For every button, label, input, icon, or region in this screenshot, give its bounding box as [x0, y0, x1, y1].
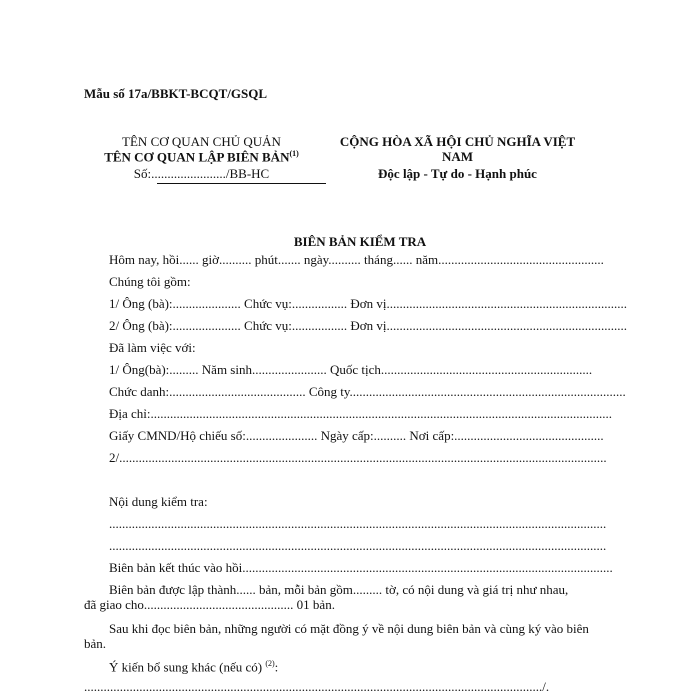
copies-line: Biên bản được lập thành...... bản, mỗi bản gồm......... tờ, có nội dung và giá trị như nhau,	[109, 582, 569, 597]
other-opinion-line	[109, 659, 636, 675]
address-line: Địa chỉ:..............................................................................................................................................	[109, 406, 613, 421]
agreement-line-continued: bản.	[84, 636, 107, 651]
inspection-content-dots-1: .........................................................................................................................................................	[109, 516, 607, 531]
agency-name: TÊN CƠ QUAN CHỦ QUẢN	[122, 134, 281, 149]
person-1-line: 1/ Ông(bà):......... Năm sinh....................... Quốc tịch.................................................................	[109, 362, 593, 377]
final-dots-line: ............................................................................................................................................./.	[84, 679, 550, 694]
issuer-name	[84, 149, 319, 165]
other-opinion-label: Ý kiến bổ sung khác (nếu có)	[109, 659, 263, 675]
country-name-line2: NAM	[441, 149, 474, 164]
form-code: Mẫu số 17a/BBKT-BCQT/GSQL	[84, 86, 268, 101]
title-company-line: Chức danh:.......................................... Công ty.....................................................................................	[109, 384, 626, 399]
person-2-line: 2/......................................................................................................................................................	[109, 450, 607, 465]
worked-with-label: Đã làm việc với:	[109, 340, 196, 355]
we-include-label: Chúng tôi gồm:	[109, 274, 191, 289]
document-title: BIÊN BẢN KIỂM TRA	[293, 234, 427, 249]
header-underline	[157, 183, 326, 184]
motto: Độc lập - Tự do - Hạnh phúc	[378, 166, 537, 181]
other-opinion-footnote: (2)	[265, 659, 275, 668]
agreement-line: Sau khi đọc biên bản, những người có mặt đồng ý về nội dung biên bản và cùng ký vào biên	[109, 621, 589, 636]
copies-line-continued: đã giao cho.............................................. 01 bản.	[84, 597, 335, 612]
issuer-footnote: (1)	[289, 149, 299, 158]
inspection-content-label: Nội dung kiểm tra:	[109, 494, 208, 509]
end-time-line: Biên bản kết thúc vào hồi..................................................................................................................	[109, 560, 613, 575]
id-document-line: Giấy CMND/Hộ chiếu số:...................... Ngày cấp:.......... Nơi cấp:..............................................	[109, 428, 604, 443]
member-1-line: 1/ Ông (bà):..................... Chức vụ:................. Đơn vị..........................................................................	[109, 296, 628, 311]
meeting-time-line: Hôm nay, hồi...... giờ.......... phút....... ngày.......... tháng...... năm...................................................	[109, 252, 604, 267]
inspection-content-dots-2: .........................................................................................................................................................	[109, 538, 607, 553]
document-number: Số:......................./BB-HC	[133, 166, 270, 181]
country-name-line1: CỘNG HÒA XÃ HỘI CHỦ NGHĨA VIỆT	[339, 134, 576, 149]
other-opinion-colon: :	[274, 659, 279, 675]
member-2-line: 2/ Ông (bà):..................... Chức vụ:................. Đơn vị..........................................................................	[109, 318, 628, 333]
issuer-text: TÊN CƠ QUAN LẬP BIÊN BẢN	[104, 149, 290, 165]
